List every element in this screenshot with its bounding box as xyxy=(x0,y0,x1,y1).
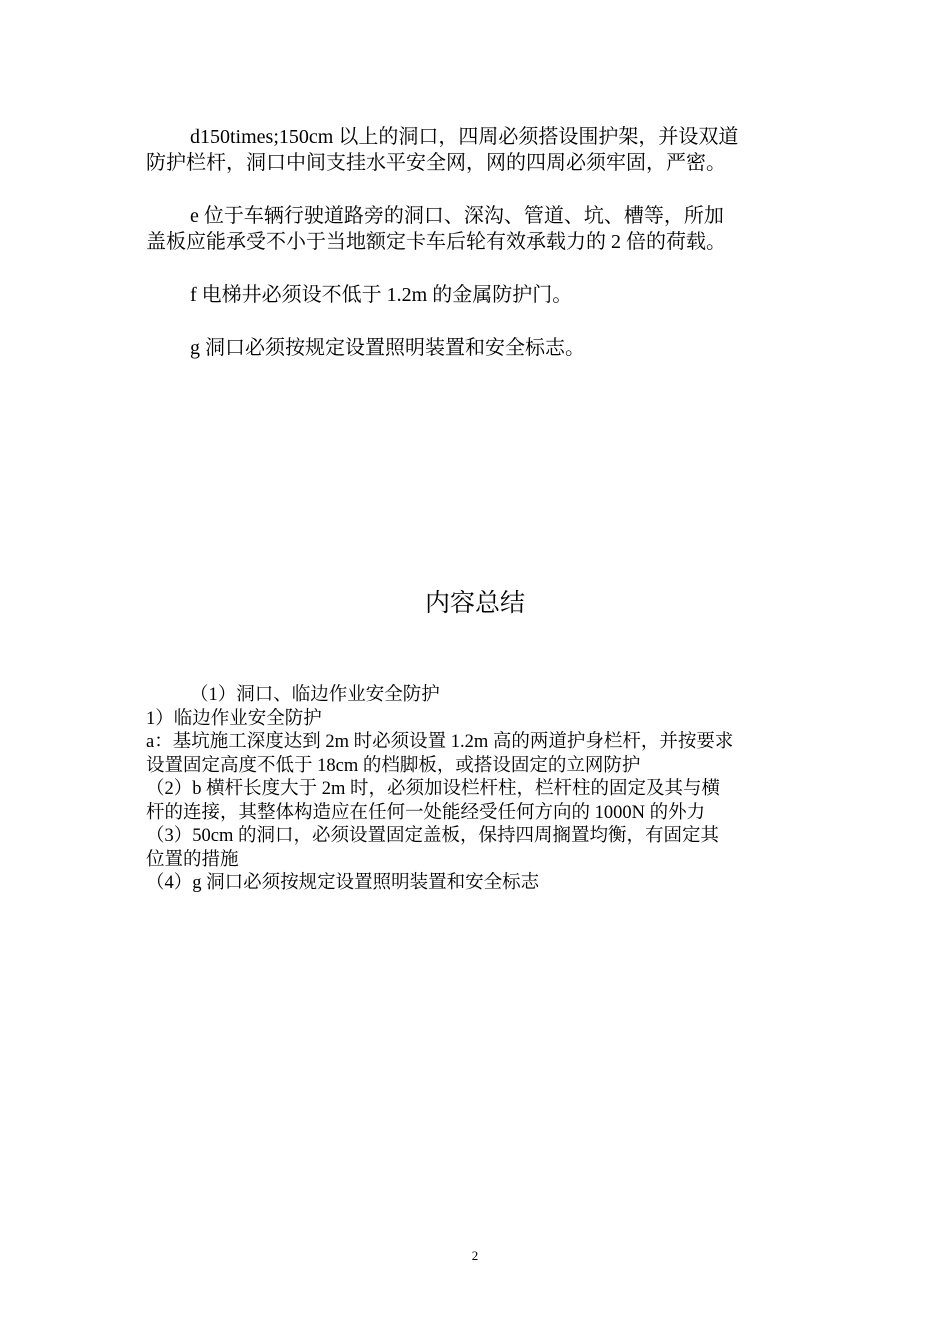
para-d-line-2: 防护栏杆，洞口中间支挂水平安全网，网的四周必须牢固，严密。 xyxy=(146,152,726,174)
summary-line: （2）b 横杆长度大于 2m 时，必须加设栏杆柱，栏杆柱的固定及其与横 xyxy=(146,779,721,799)
summary-line: （4）g 洞口必须按规定设置照明装置和安全标志 xyxy=(146,873,540,893)
summary-line: 位置的措施 xyxy=(146,849,239,870)
para-f: f 电梯井必须设不低于 1.2m 的金属防护门。 xyxy=(190,284,573,306)
para-e-line-2: 盖板应能承受不小于当地额定卡车后轮有效承载力的 2 倍的荷载。 xyxy=(146,231,726,253)
section-heading: 内容总结 xyxy=(424,588,525,617)
summary-block xyxy=(146,684,806,896)
para-e-line-1: e 位于车辆行驶道路旁的洞口、深沟、管道、坑、槽等，所加 xyxy=(190,205,724,227)
para-d-line-1: d150times;150cm 以上的洞口，四周必须搭设围护架，并设双道 xyxy=(190,126,739,148)
page-number: 2 xyxy=(471,1248,479,1263)
summary-line: 1）临边作业安全防护 xyxy=(146,708,322,729)
summary-line: 设置固定高度不低于 18cm 的档脚板，或搭设固定的立网防护 xyxy=(146,755,641,776)
summary-line: （1）洞口、临边作业安全防护 xyxy=(190,685,440,705)
body-paragraphs xyxy=(146,124,806,361)
summary-line: 杆的连接，其整体构造应在任何一处能经受任何方向的 1000N 的外力 xyxy=(146,802,706,823)
para-g: g 洞口必须按规定设置照明装置和安全标志。 xyxy=(190,337,585,359)
summary-line: （3）50cm 的洞口，必须设置固定盖板，保持四周搁置均衡，有固定其 xyxy=(146,826,719,846)
summary-line: a：基坑施工深度达到 2m 时必须设置 1.2m 高的两道护身栏杆，并按要求 xyxy=(146,732,734,752)
